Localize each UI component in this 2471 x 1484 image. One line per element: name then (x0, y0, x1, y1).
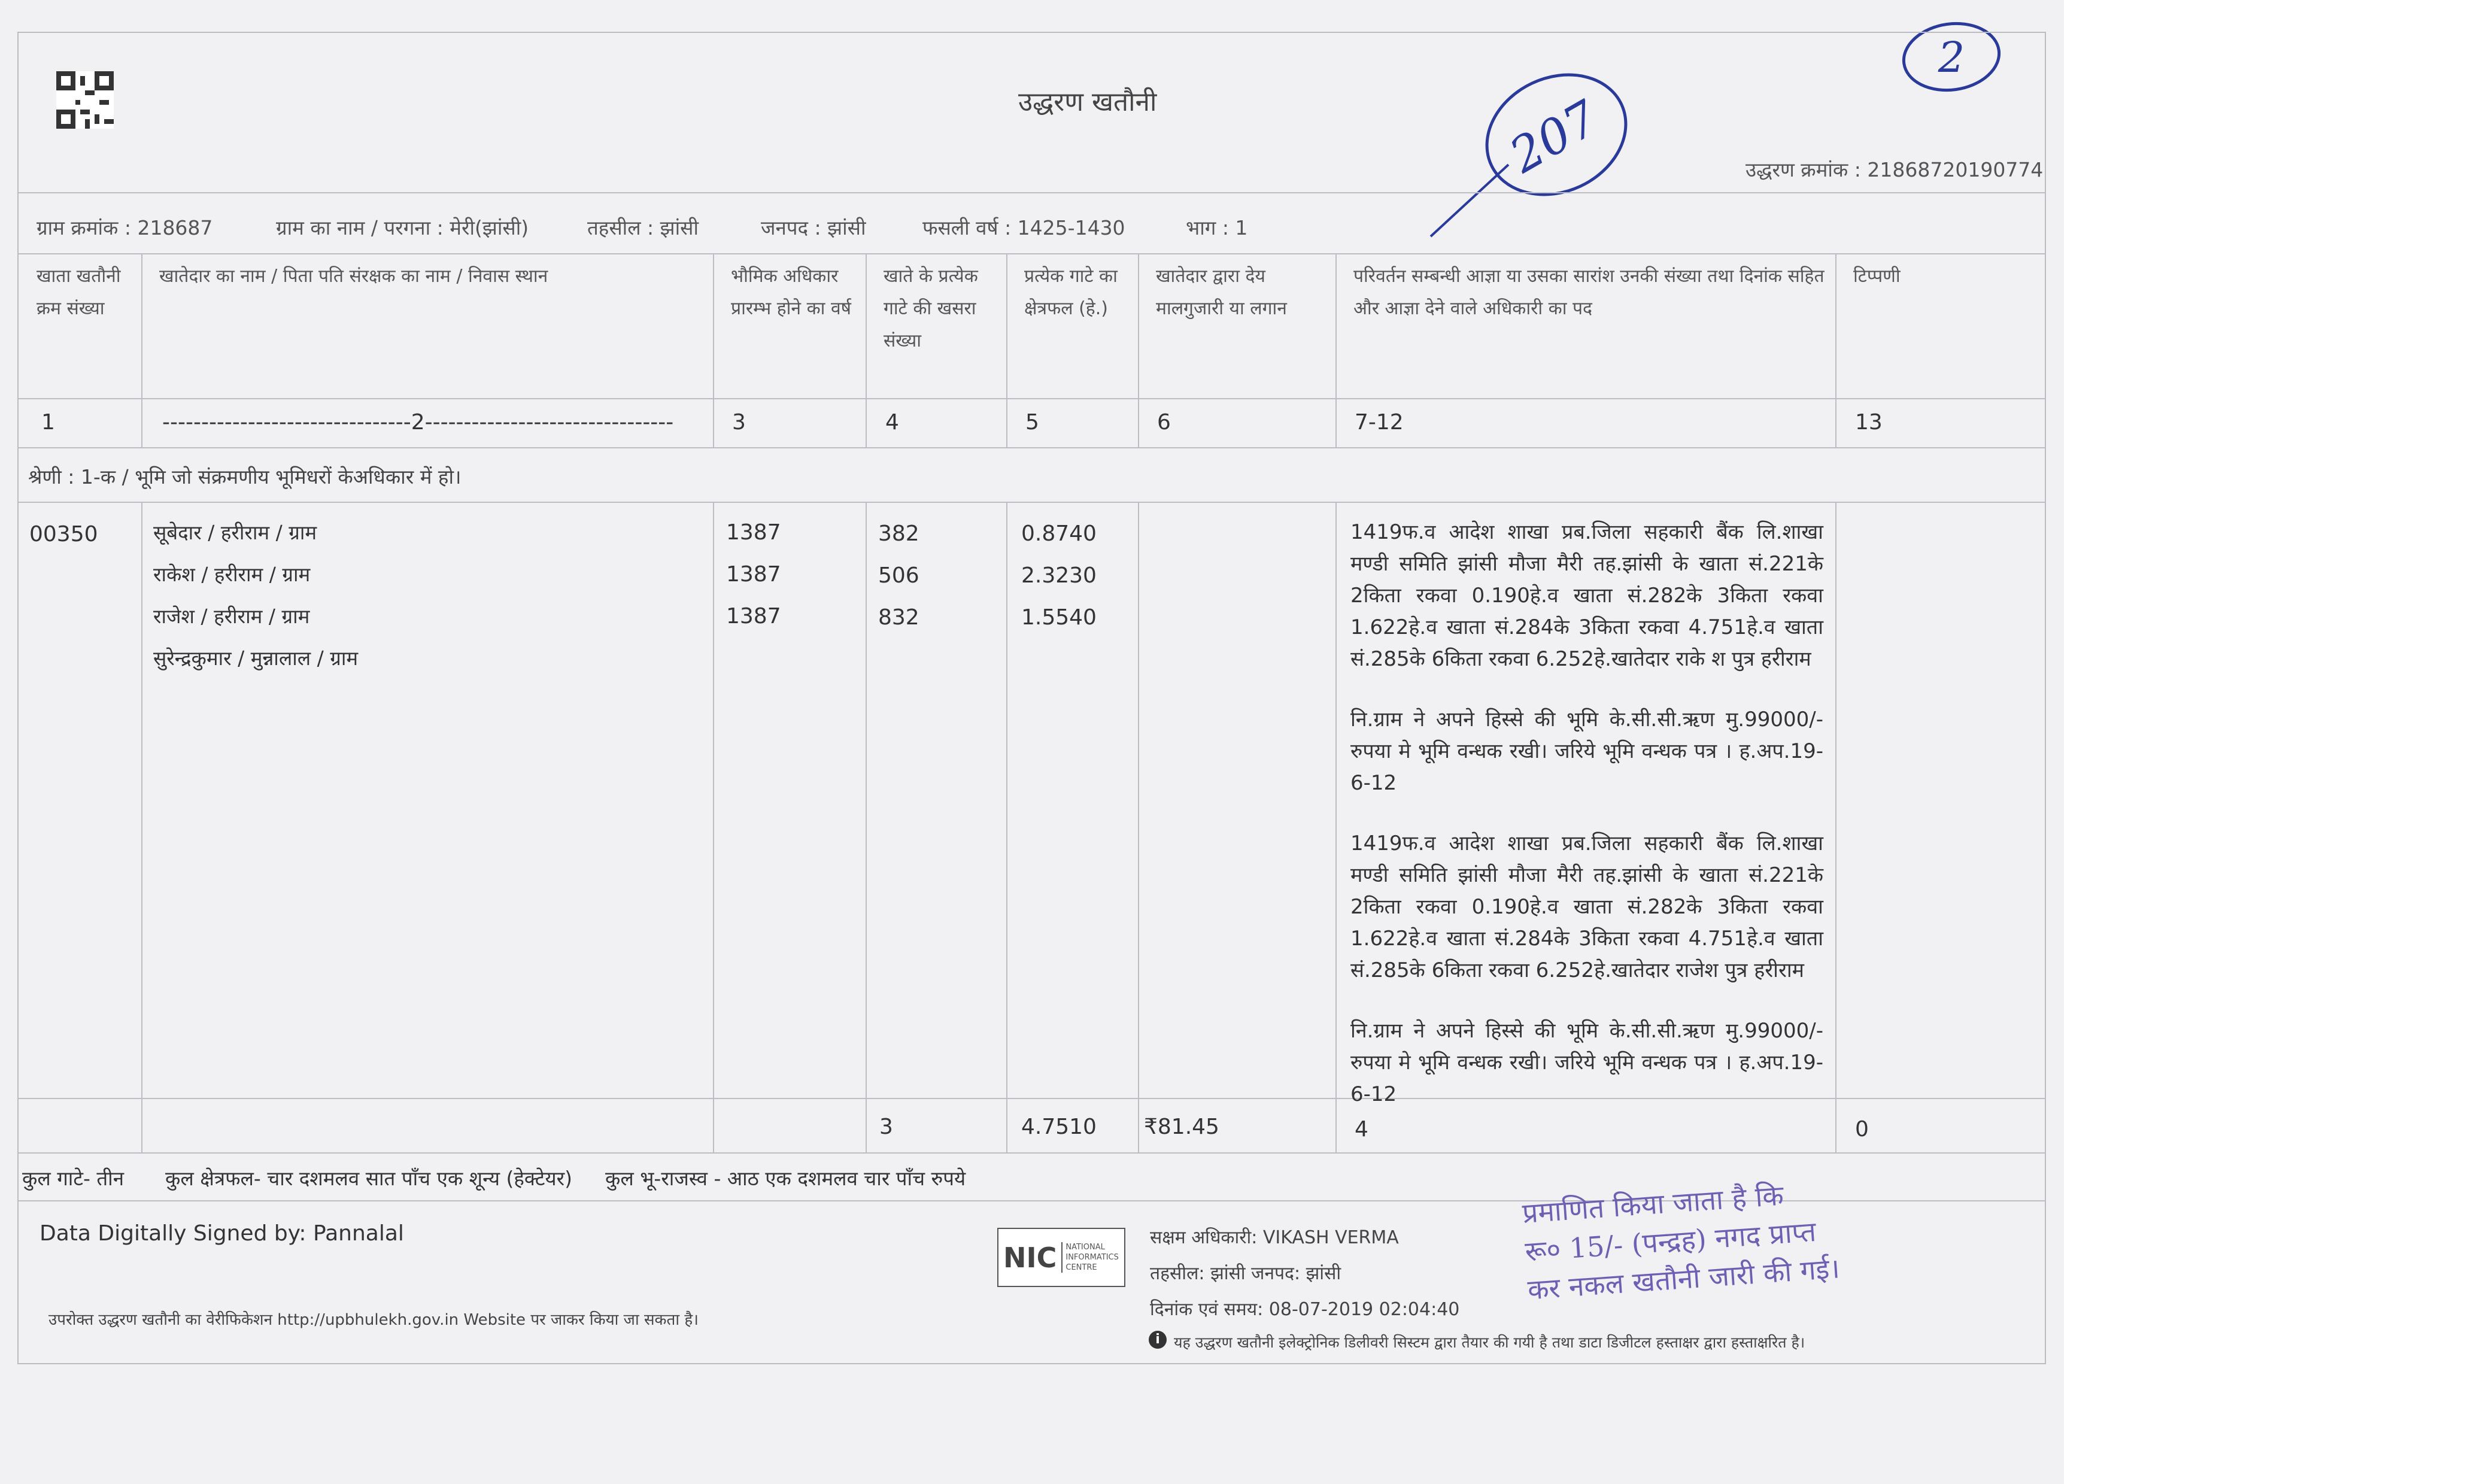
column-header-owner-name: खातेदार का नाम / पिता पति संरक्षक का नाम / निवास स्थान (159, 266, 548, 287)
stamp-line: प्रमाणित किया जाता है कि (1521, 1179, 1785, 1230)
total-plots-words: कुल गाटे- तीन (22, 1167, 125, 1190)
extract-number: उद्धरण क्रमांक : 21868720190774 (1746, 158, 2044, 181)
competent-officer: सक्षम अधिकारी: VIKASH VERMA (1150, 1227, 1399, 1248)
khasra-number: 506 (878, 563, 919, 588)
order-remark: नि.ग्राम ने अपने हिस्से की भूमि के.सी.सी.ऋण मु.99000/-रुपया मे भूमि वन्धक रखी। जरिये भूमि वन्धक पत्र । ह.अप.19-6-12 (1350, 708, 1823, 795)
fasli-year: फसली वर्ष : 1425-1430 (922, 216, 1125, 239)
handwritten-number-207: 207 (1500, 90, 1608, 184)
khata-number: 00350 (29, 522, 98, 547)
khasra-number: 382 (878, 521, 919, 546)
nic-logo (997, 1228, 1125, 1287)
column-header-revenue: खातेदार द्वारा देय मालगुजारी या लगान (1156, 266, 1287, 319)
nic-logo-text: NATIONAL INFORMATICS CENTRE (1061, 1242, 1119, 1273)
handwritten-number-2: 2 (1938, 33, 1965, 82)
info-icon: i (1149, 1331, 1167, 1349)
khatauni-document (17, 32, 2046, 1364)
order-remarks (1350, 517, 1823, 1110)
column-number: 13 (1855, 410, 1883, 435)
total-area: 4.7510 (1021, 1115, 1097, 1139)
total-revenue: ₹81.45 (1144, 1115, 1219, 1139)
owner-name: सुरेन्द्रकुमार / मुन्नालाल / ग्राम (153, 647, 359, 670)
total-revenue-words: कुल भू-राजस्व - आठ एक दशमलव चार पाँच रुपये (605, 1167, 966, 1190)
total-plots: 3 (879, 1115, 893, 1139)
owner-list (153, 512, 692, 679)
qr-code-icon (56, 71, 114, 129)
district: जनपद : झांसी (761, 216, 866, 239)
divider (19, 192, 2046, 193)
owner-name: राकेश / हरीराम / ग्राम (153, 563, 311, 586)
column-number: 6 (1157, 410, 1171, 435)
digital-signature: Data Digitally Signed by: Pannalal (40, 1221, 404, 1246)
officer-location: तहसील: झांसी जनपद: झांसी (1150, 1263, 1341, 1284)
plot-areas (1021, 513, 1097, 639)
column-number: 3 (732, 410, 746, 435)
village-name: ग्राम का नाम / परगना : मेरी(झांसी) (276, 216, 529, 239)
column-header-khasra-no: खाते के प्रत्येक गाटे की खसरा संख्या (884, 266, 978, 351)
right-year: 1387 (726, 562, 781, 587)
date-time: दिनांक एवं समय: 08-07-2019 02:04:40 (1150, 1299, 1460, 1320)
khasra-number: 832 (878, 605, 919, 630)
total-orders: 4 (1355, 1117, 1368, 1142)
right-years (726, 512, 781, 638)
order-remark: 1419फ.व आदेश शाखा प्रब.जिला सहकारी बैंक लि.शाखा मण्डी समिति झांसी मौजा मैरी तह.झांसी के खाता सं.221के 2किता रकवा 0.190हे.व खाता सं.282के 3किता रकवा 1.622हे.व खाता सं.284के 3किता रकवा 4.751हे.व खाता सं.285के 6किता रकवा 6.252हे.खातेदार राजेश पुत्र हरीराम (1350, 831, 1823, 982)
total-notes: 0 (1855, 1117, 1869, 1142)
total-area-words: कुल क्षेत्रफल- चार दशमलव सात पाँच एक शून्य (हेक्टेयर) (165, 1167, 573, 1190)
document-title: उद्धरण खतौनी (1018, 87, 1157, 117)
right-year: 1387 (726, 520, 781, 545)
khasra-numbers (878, 513, 919, 639)
part-number: भाग : 1 (1186, 216, 1248, 239)
column-number: 7-12 (1355, 410, 1404, 435)
category-label: श्रेणी : 1-क / भूमि जो संक्रमणीय भूमिधरों केअधिकार में हो। (28, 465, 462, 488)
column-number: 4 (885, 410, 899, 435)
column-header-notes: टिप्पणी (1853, 266, 1901, 287)
village-code: ग्राम क्रमांक : 218687 (37, 216, 213, 239)
owner-name: राजेश / हरीराम / ग्राम (153, 605, 310, 628)
column-header-orders: परिवर्तन सम्बन्धी आज्ञा या उसका सारांश उनकी संख्या तथा दिनांक सहित और आज्ञा देने वाले अधिकारी का पद (1353, 266, 1825, 319)
stamp-line: रू० 15/- (पन्द्रह) नगद प्राप्त (1523, 1215, 1817, 1268)
column-number: 5 (1025, 410, 1039, 435)
plot-area: 1.5540 (1021, 605, 1097, 630)
column-header-khata-no: खाता खतौनी क्रम संख्या (37, 266, 121, 319)
order-remark: 1419फ.व आदेश शाखा प्रब.जिला सहकारी बैंक लि.शाखा मण्डी समिति झांसी मौजा मैरी तह.झांसी के खाता सं.221के 2किता रकवा 0.190हे.व खाता सं.282के 3किता रकवा 1.622हे.व खाता सं.284के 3किता रकवा 4.751हे.व खाता सं.285के 6किता रकवा 6.252हे.खातेदार राके श पुत्र हरीराम (1350, 520, 1823, 671)
stamp-line: कर नकल खतौनी जारी की गई। (1526, 1252, 1841, 1306)
plot-area: 0.8740 (1021, 521, 1097, 546)
order-remark: नि.ग्राम ने अपने हिस्से की भूमि के.सी.सी.ऋण मु.99000/-रुपया मे भूमि वन्धक रखी। जरिये भूमि वन्धक पत्र । ह.अप.19-6-12 (1350, 1019, 1823, 1106)
column-header-right-year: भौमिक अधिकार प्रारम्भ होने का वर्ष (731, 266, 851, 319)
certification-stamp (1521, 1173, 1841, 1309)
nic-logo-mark: NIC (1003, 1241, 1057, 1274)
column-number: --------------------------------2-------------------------------- (162, 410, 674, 435)
owner-name: सूबेदार / हरीराम / ग्राम (153, 521, 317, 544)
right-year: 1387 (726, 604, 781, 629)
column-header-area: प्रत्येक गाटे का क्षेत्रफल (हे.) (1024, 266, 1118, 319)
tehsil: तहसील : झांसी (587, 216, 699, 239)
column-number: 1 (41, 410, 55, 435)
plot-area: 2.3230 (1021, 563, 1097, 588)
verification-note: उपरोक्त उद्धरण खतौनी का वेरीफिकेशन http://upbhulekh.gov.in Website पर जाकर किया जा सकता है। (48, 1311, 699, 1329)
info-note: यह उद्धरण खतौनी इलेक्ट्रोनिक डिलीवरी सिस्टम द्वारा तैयार की गयी है तथा डाटा डिजीटल हस्ताक्षर द्वारा हस्ताक्षरित है। (1174, 1334, 1805, 1351)
